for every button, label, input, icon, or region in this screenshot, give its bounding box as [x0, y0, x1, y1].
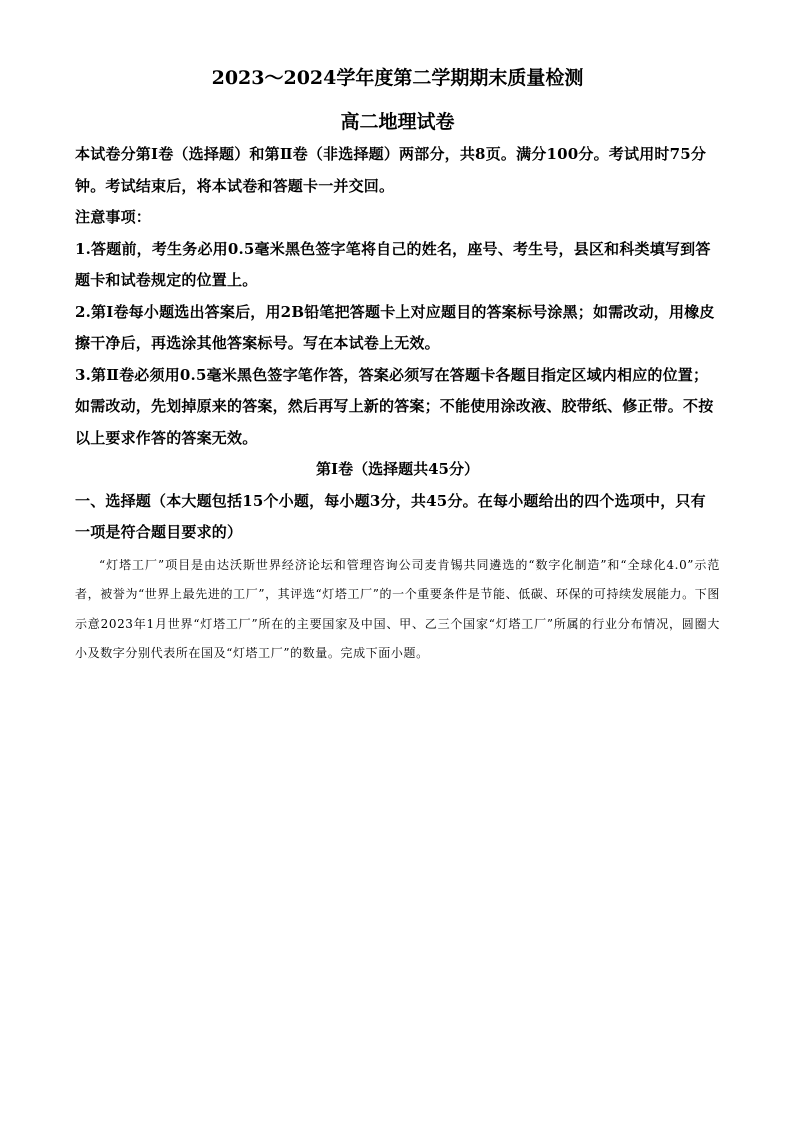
- exam-subtitle: 高二地理试卷: [340, 111, 455, 133]
- intro-paragraph: 本试卷分第Ⅰ卷（选择题）和第Ⅱ卷（非选择题）两部分，共8页。满分100分。考试用时75分钟。考试结束后，将本试卷和答题卡一并交回。: [75, 145, 707, 195]
- reading-passage: “灯塔工厂”项目是由达沃斯世界经济论坛和管理咨询公司麦肯锡共同遴选的“数字化制造”和“全球化4.0”示范者，被誉为“世界上最先进的工厂”，其评选“灯塔工厂”的一个重要条件是节能、低碳、环保的可持续发展能力。下图示意2023年1月世界“灯塔工厂”所在的主要国家及中国、甲、乙三个国家“灯塔工厂”所属的行业分布情况，圆圈大小及数字分别代表所在国及“灯塔工厂”的数量。完成下面小题。: [75, 557, 720, 660]
- part1-instruction: 一、选择题（本大题包括15个小题，每小题3分，共45分。在每小题给出的四个选项中，只有一项是符合题目要求的）: [75, 491, 706, 541]
- part1-heading: 第Ⅰ卷（选择题共45分）: [316, 460, 479, 478]
- note-item-3: 3.第Ⅱ卷必须用0.5毫米黑色签字笔作答，答案必须写在答题卡各题目指定区域内相应的位置；如需改动，先划掉原来的答案，然后再写上新的答案；不能使用涂改液、胶带纸、修正带。不按以上要求作答的答案无效。: [75, 365, 714, 447]
- exam-title: 2023～2024学年度第二学期期末质量检测: [211, 67, 584, 89]
- notes-heading: 注意事项：: [75, 208, 152, 226]
- note-item-2: 2.第Ⅰ卷每小题选出答案后，用2B铅笔把答题卡上对应题目的答案标号涂黑；如需改动，用橡皮擦干净后，再选涂其他答案标号。写在本试卷上无效。: [75, 302, 715, 352]
- note-item-1: 1.答题前，考生务必用0.5毫米黑色签字笔将自己的姓名，座号、考生号，县区和科类填写到答题卡和试卷规定的位置上。: [75, 239, 711, 289]
